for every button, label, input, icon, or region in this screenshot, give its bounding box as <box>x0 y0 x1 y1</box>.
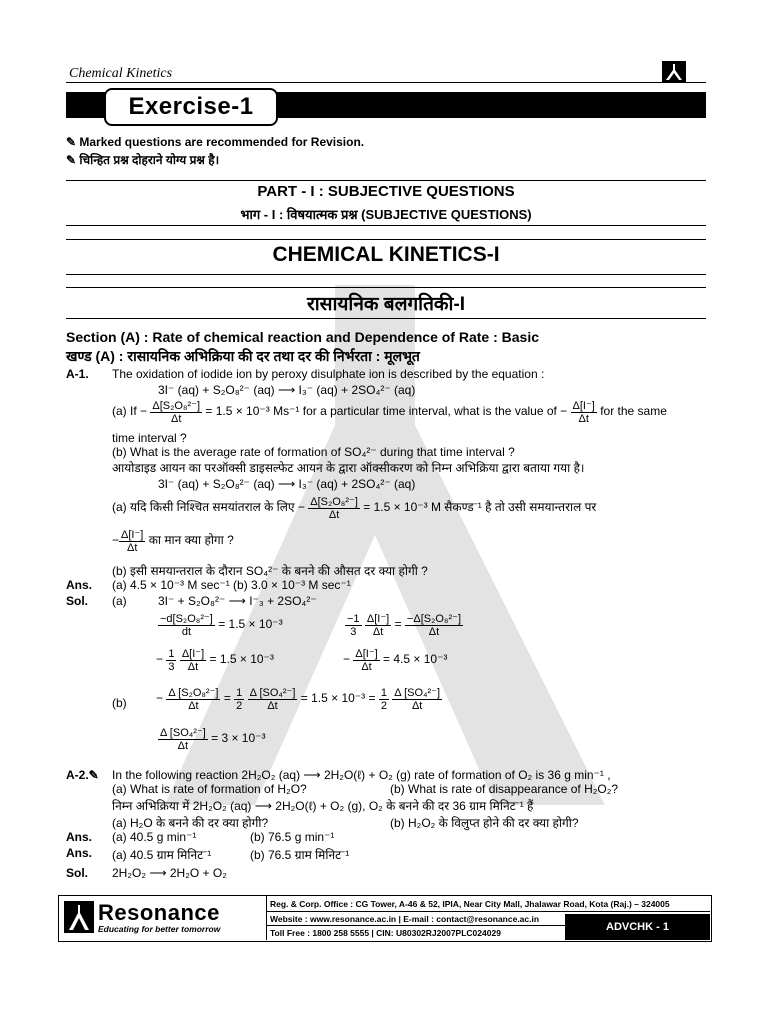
question-part-a: (a) If − $\frac{\text{Δ[S₂O₈²⁻]}}{\Delta t}$ = 1.5 × 10⁻³ Ms⁻¹ for a particular time interval, what is the value of − $\frac{\Delta[I^-]}{\Delta t}$ for the same <box>112 400 667 425</box>
question-part-a-hi: (a) यदि किसी निश्चित समयांतराल के लिए − $\frac{\text{Δ[S₂O₈²⁻]}}{\Delta t}$ = 1.5 × 10⁻³ M सैकण्ड⁻¹ है तो उसी समयान्तराल पर <box>112 496 597 521</box>
solution-label: Sol. <box>66 594 89 608</box>
header-logo-icon <box>662 61 686 82</box>
chapter-title-en: CHEMICAL KINETICS-I <box>272 243 500 266</box>
question-text: The oxidation of iodide ion by peroxy disulphate ion is described by the equation : <box>112 367 545 381</box>
solution-step: − $\frac{\text{Δ [S₂O₈²⁻]}}{\Delta t}$ = $\frac{1}{2}$ $\frac{\text{Δ [SO₄²⁻]}}{\Delta t}$ = 1.5 × 10⁻³ = $\frac{1}{2}$ $\frac{\text{Δ [SO₄²⁻]}}{\Delta t}$ <box>156 686 441 712</box>
solution-part-a: (a) <box>112 594 127 608</box>
answer-label: Ans. <box>66 578 93 592</box>
question-part-b-hi: (b) H₂O₂ के विलुप्त होने की दर क्या होगी? <box>390 816 579 830</box>
equation: 3I⁻ (aq) + S₂O₈²⁻ (aq) ⟶ I₃⁻ (aq) + 2SO₄²⁻ (aq) <box>158 477 416 491</box>
footer-rule <box>266 911 710 912</box>
question-part-b: (b) What is the average rate of formation of SO₄²⁻ during that time interval ? <box>112 445 515 459</box>
question-text: time interval ? <box>112 431 187 445</box>
note-revision-hi: ✎ चिन्हित प्रश्न दोहराने योग्य प्रश्न है। <box>66 153 220 167</box>
solution-label: Sol. <box>66 866 89 880</box>
chapter-title-hi: रासायनिक बलगतिकी-I <box>306 294 466 315</box>
rule <box>66 180 706 181</box>
footer-tollfree: Toll Free : 1800 258 5555 | CIN: U80302RJ2007PLC024029 <box>270 928 501 938</box>
question-number: A-1. <box>66 367 89 381</box>
answer-b-hi: (b) 76.5 ग्राम मिनिट⁻¹ <box>250 848 350 862</box>
answer-label: Ans. <box>66 830 93 844</box>
answer-text: (a) 4.5 × 10⁻³ M sec⁻¹ (b) 3.0 × 10⁻³ M sec⁻¹ <box>112 578 351 592</box>
pencil-icon: ✎ <box>66 153 80 167</box>
solution-equation: 2H₂O₂ ⟶ 2H₂O + O₂ <box>112 866 227 880</box>
rule <box>66 239 706 240</box>
page-code: ADVCHK - 1 <box>565 914 710 940</box>
solution-part-b: (b) <box>112 696 127 710</box>
answer-a-hi: (a) 40.5 ग्राम मिनिट⁻¹ <box>112 848 212 862</box>
rule <box>66 225 706 226</box>
solution-step: $\frac{\text{−d[S₂O₈²⁻]}}{dt}$ = 1.5 × 10⁻³ <box>160 613 283 638</box>
brand-tagline: Educating for better tomorrow <box>98 924 221 934</box>
footer-office: Reg. & Corp. Office : CG Tower, A-46 & 52, IPIA, Near City Mall, Jhalawar Road, Kota (Raj.) – 324005 <box>270 899 670 909</box>
answer-a: (a) 40.5 g min⁻¹ <box>112 830 197 844</box>
solution-step: $\frac{-1}{3}$ $\frac{\Delta[I^-]}{\Delta t}$ = $\frac{\text{−Δ[S₂O₈²⁻]}}{\Delta t}$ <box>347 612 461 638</box>
resonance-logo-icon <box>64 901 94 933</box>
section-title-hi: खण्ड (A) : रासायनिक अभिक्रिया की दर तथा दर की निर्भरता : मूलभूत <box>66 348 420 364</box>
rule <box>66 274 706 275</box>
brand-block <box>58 895 267 940</box>
question-text-hi: आयोडाइड आयन का परऑक्सी डाइसल्फेट आयन के द्वारा ऑक्सीकरण को निम्न अभिक्रिया द्वारा बताया गया है। <box>112 461 585 475</box>
exercise-label: Exercise-1 <box>104 88 278 126</box>
question-text: In the following reaction 2H₂O₂ (aq) ⟶ 2H₂O(ℓ) + O₂ (g) rate of formation of O₂ is 36 g min⁻¹ , <box>112 768 611 782</box>
footer-rule <box>266 925 565 926</box>
rule <box>66 318 706 319</box>
part-title-hi: भाग - I : विषयात्मक प्रश्न (SUBJECTIVE QUESTIONS) <box>240 207 532 222</box>
question-part-a-hi: (a) H₂O के बनने की दर क्या होगी? <box>112 816 269 830</box>
header-rule <box>66 82 706 83</box>
running-title: Chemical Kinetics <box>69 66 173 81</box>
question-text-hi: निम्न अभिक्रिया में 2H₂O₂ (aq) ⟶ 2H₂O(ℓ) + O₂ (g), O₂ के बनने की दर 36 ग्राम मिनिट⁻¹ हैं <box>112 799 534 813</box>
question-part-b-hi: (b) इसी समयान्तराल के दौरान SO₄²⁻ के बनने की औसत दर क्या होगी ? <box>112 564 428 578</box>
question-part-a: (a) What is rate of formation of H₂O? <box>112 782 307 796</box>
part-title-en: PART - I : SUBJECTIVE QUESTIONS <box>257 183 515 200</box>
footer-website: Website : www.resonance.ac.in | E-mail : contact@resonance.ac.in <box>270 914 540 924</box>
pencil-icon: ✎ <box>66 135 80 149</box>
pencil-icon: ✎ <box>88 768 99 782</box>
answer-label: Ans. <box>66 846 93 860</box>
brand-name: Resonance <box>98 900 220 925</box>
solution-step: − $\frac{1}{3}$ $\frac{\Delta[I^-]}{\Delta t}$ = 1.5 × 10⁻³ <box>156 647 274 673</box>
section-title-en: Section (A) : Rate of chemical reaction and Dependence of Rate : Basic <box>66 329 539 345</box>
answer-b: (b) 76.5 g min⁻¹ <box>250 830 335 844</box>
question-part-b: (b) What is rate of disappearance of H₂O₂? <box>390 782 619 796</box>
solution-equation: 3I⁻ + S₂O₈²⁻ ⟶ I⁻₃ + 2SO₄²⁻ <box>158 594 317 608</box>
rule <box>66 287 706 288</box>
note-revision-en: ✎ Marked questions are recommended for Revision. <box>66 135 365 149</box>
question-number: A-2.✎ <box>66 768 99 782</box>
equation: 3I⁻ (aq) + S₂O₈²⁻ (aq) ⟶ I₃⁻ (aq) + 2SO₄²⁻ (aq) <box>158 383 416 397</box>
question-part-a-hi-cont: − $\frac{\Delta[I^-]}{\Delta t}$ का मान क्या होगा ? <box>112 529 234 554</box>
solution-step: − $\frac{\Delta[I^-]}{\Delta t}$ = 4.5 × 10⁻³ <box>343 648 448 673</box>
solution-step: $\frac{\text{Δ [SO₄²⁻]}}{\Delta t}$ = 3 × 10⁻³ <box>160 727 266 752</box>
